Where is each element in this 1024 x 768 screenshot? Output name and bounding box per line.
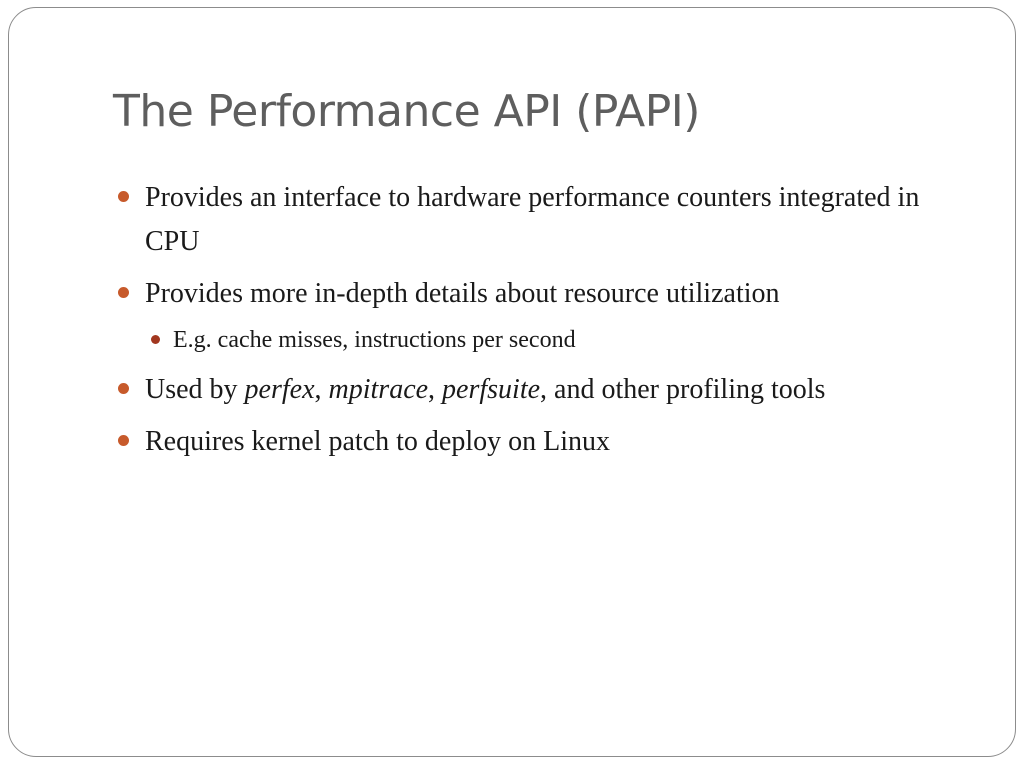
bullet-item bbox=[113, 368, 933, 412]
sub-bullet-dot-icon bbox=[151, 335, 160, 344]
tool-name: mpitrace bbox=[328, 374, 429, 405]
bullet-text: Provides an interface to hardware performance counters integrated in CPU bbox=[145, 182, 920, 257]
bullet-dot-icon bbox=[118, 287, 129, 298]
bullet-dot-icon bbox=[118, 383, 129, 394]
bullet-item bbox=[113, 420, 933, 464]
separator: , bbox=[428, 374, 443, 405]
bullet-text-suffix: , and other profiling tools bbox=[540, 374, 826, 405]
bullet-dot-icon bbox=[118, 191, 129, 202]
bullet-dot-icon bbox=[118, 435, 129, 446]
slide-title: The Performance API (PAPI) bbox=[113, 86, 700, 137]
tool-name: perfex bbox=[244, 374, 315, 405]
slide bbox=[8, 7, 1016, 757]
tool-name: perfsuite bbox=[442, 374, 541, 405]
bullet-item bbox=[113, 272, 933, 316]
bullet-list bbox=[113, 176, 933, 472]
bullet-text-prefix: Used by bbox=[145, 374, 245, 405]
bullet-text: Provides more in-depth details about resource utilization bbox=[145, 278, 780, 309]
bullet-text: Requires kernel patch to deploy on Linux bbox=[145, 426, 610, 457]
separator: , bbox=[314, 374, 329, 405]
sub-bullet-text: E.g. cache misses, instructions per second bbox=[173, 327, 576, 353]
sub-bullet-item bbox=[145, 322, 933, 358]
bullet-item bbox=[113, 176, 933, 264]
